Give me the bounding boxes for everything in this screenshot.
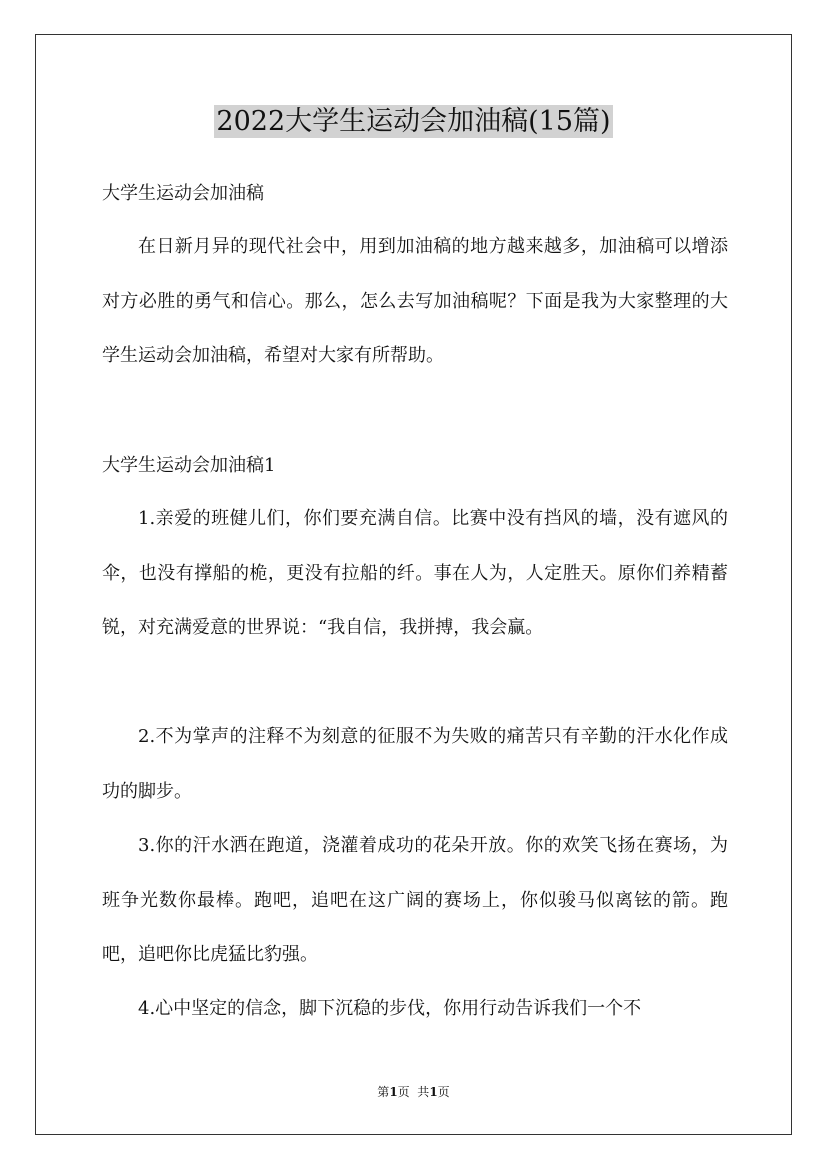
list-item: 2.不为掌声的注释不为刻意的征服不为失败的痛苦只有辛勤的汗水化作成功的脚步。 [102, 726, 728, 802]
list-item: 1.亲爱的班健儿们，你们要充满自信。比赛中没有挡风的墙，没有遮风的伞，也没有撑船的桅，更没有拉船的纤。事在人为，人定胜天。原你们养精蓄锐，对充满爱意的世界说：“我自信，我拼搏，我会赢。 [102, 508, 728, 638]
page-label-prefix: 第 [377, 1085, 390, 1099]
page-label-suffix: 页 [437, 1085, 450, 1099]
page-current-number: 1 [389, 1085, 398, 1099]
document-title [0, 104, 827, 140]
document-title-text: 2022大学生运动会加油稿(15篇) [216, 106, 611, 137]
page-footer [0, 1084, 827, 1100]
page-total-number: 1 [429, 1085, 438, 1099]
list-item: 4.心中坚定的信念，脚下沉稳的步伐，你用行动告诉我们一个不 [138, 998, 642, 1019]
intro-heading: 大学生运动会加油稿 [102, 183, 264, 204]
intro-paragraph: 在日新月异的现代社会中，用到加油稿的地方越来越多，加油稿可以增添对方必胜的勇气和信心。那么，怎么去写加油稿呢？下面是我为大家整理的大学生运动会加油稿，希望对大家有所帮助。 [102, 236, 728, 366]
list-item: 3.你的汗水洒在跑道，浇灌着成功的花朵开放。你的欢笑飞扬在赛场，为班争光数你最棒。跑吧，追吧在这广阔的赛场上，你似骏马似离铉的箭。跑吧，追吧你比虎猛比豹强。 [102, 835, 728, 965]
page-label-mid: 页 共 [397, 1085, 430, 1099]
section-heading: 大学生运动会加油稿1 [102, 455, 276, 476]
